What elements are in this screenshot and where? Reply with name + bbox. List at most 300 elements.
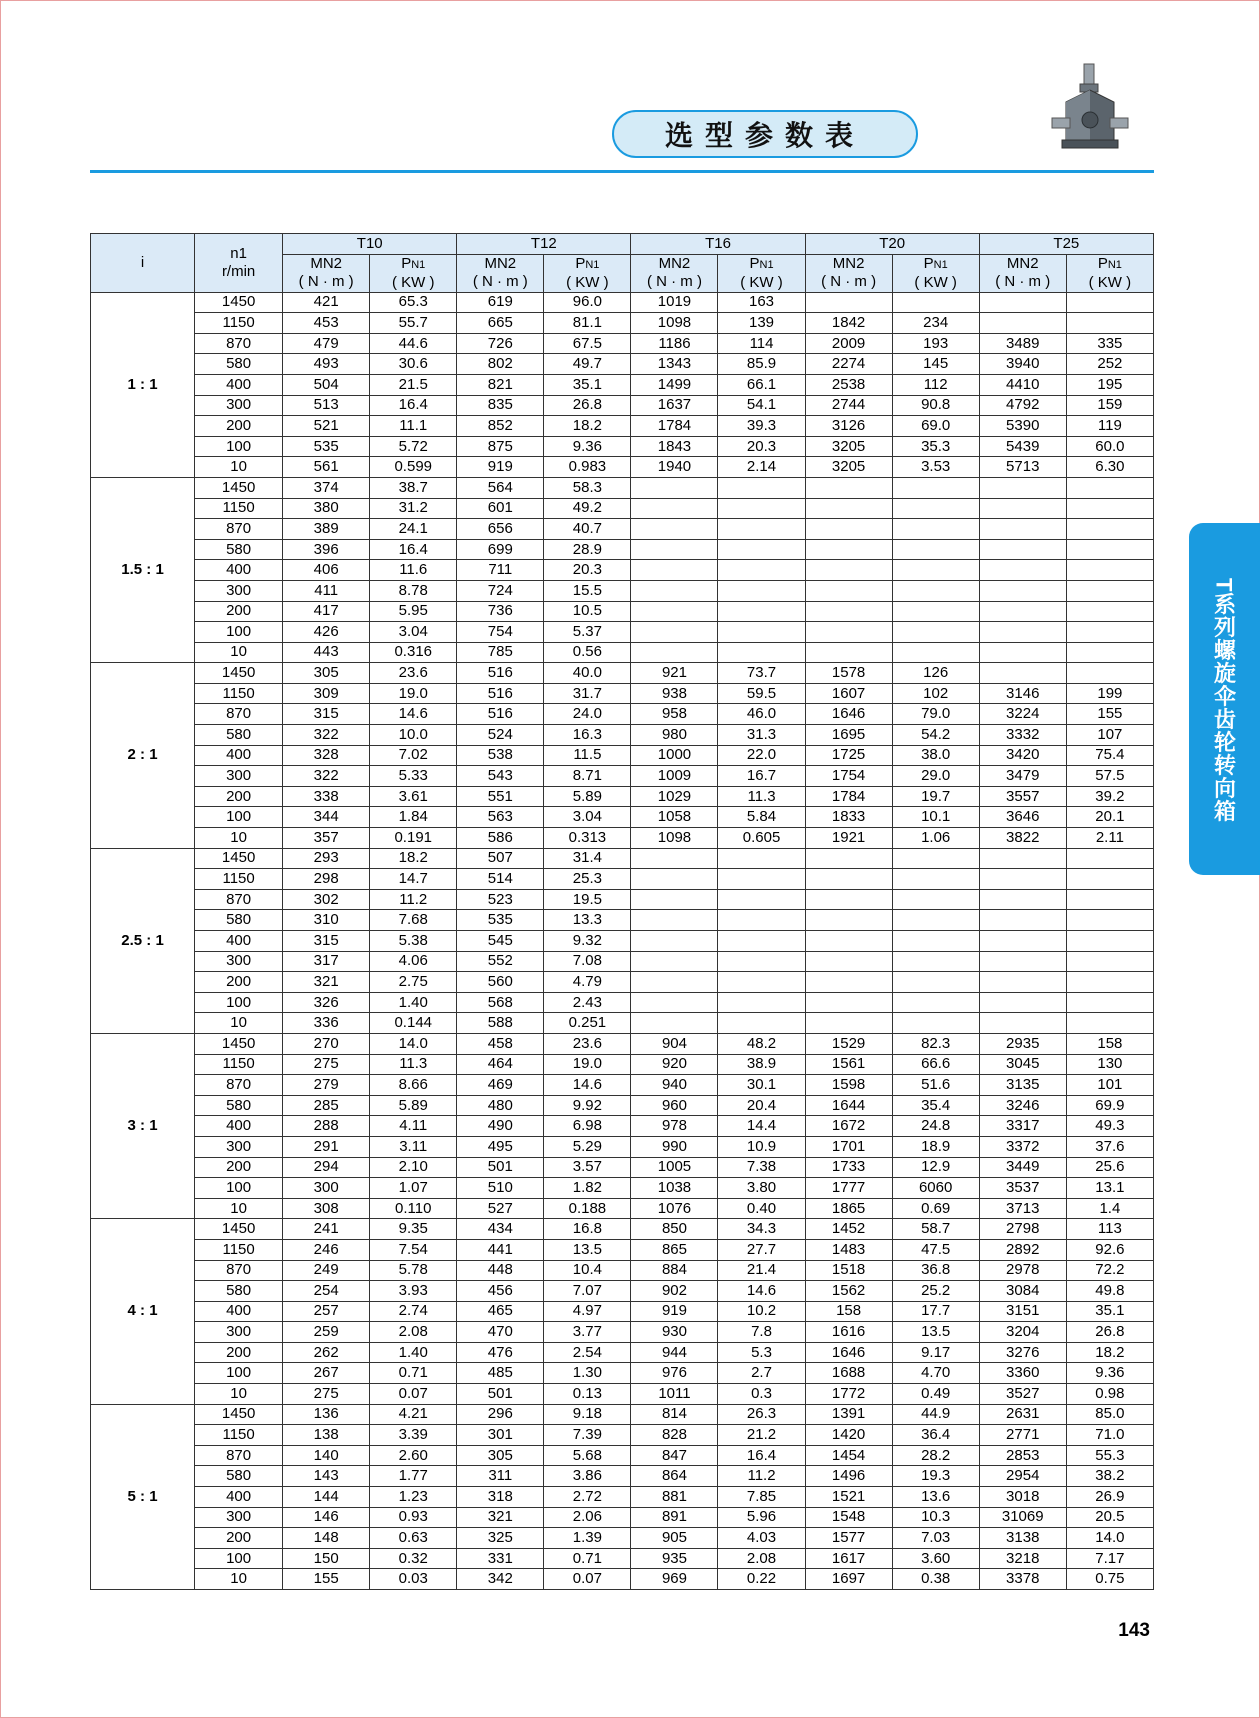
value-cell: 38.9	[718, 1054, 805, 1075]
value-cell: 3205	[805, 436, 892, 457]
table-row	[91, 1548, 1154, 1569]
value-cell: 7.07	[544, 1281, 631, 1302]
value-cell: 54.1	[718, 395, 805, 416]
value-cell: 441	[457, 1239, 544, 1260]
value-cell: 14.6	[718, 1281, 805, 1302]
speed-cell: 1150	[195, 1239, 283, 1260]
value-cell	[979, 642, 1066, 663]
value-cell: 919	[457, 457, 544, 478]
value-cell: 5.37	[544, 622, 631, 643]
value-cell: 0.316	[370, 642, 457, 663]
value-cell: 20.4	[718, 1095, 805, 1116]
value-cell: 1833	[805, 807, 892, 828]
value-cell: 0.38	[892, 1569, 979, 1590]
value-cell: 3045	[979, 1054, 1066, 1075]
value-cell: 1.30	[544, 1363, 631, 1384]
value-cell	[979, 498, 1066, 519]
value-cell: 308	[283, 1198, 370, 1219]
table-row	[91, 663, 1154, 684]
speed-cell: 400	[195, 374, 283, 395]
value-cell: 464	[457, 1054, 544, 1075]
speed-cell: 10	[195, 828, 283, 849]
value-cell	[631, 951, 718, 972]
value-cell: 3537	[979, 1178, 1066, 1199]
speed-cell: 10	[195, 1198, 283, 1219]
value-cell: 21.4	[718, 1260, 805, 1281]
value-cell: 527	[457, 1198, 544, 1219]
value-cell: 28.2	[892, 1445, 979, 1466]
value-cell	[718, 972, 805, 993]
value-cell: 114	[718, 333, 805, 354]
value-cell: 411	[283, 580, 370, 601]
value-cell: 28.9	[544, 539, 631, 560]
speed-cell: 870	[195, 1075, 283, 1096]
value-cell: 20.1	[1066, 807, 1153, 828]
table-row	[91, 1425, 1154, 1446]
value-cell: 67.5	[544, 333, 631, 354]
value-cell: 150	[283, 1548, 370, 1569]
value-cell: 1452	[805, 1219, 892, 1240]
value-cell	[718, 519, 805, 540]
value-cell: 193	[892, 333, 979, 354]
value-cell	[631, 931, 718, 952]
value-cell	[892, 580, 979, 601]
value-cell: 1.07	[370, 1178, 457, 1199]
value-cell: 1701	[805, 1136, 892, 1157]
value-cell: 315	[283, 931, 370, 952]
value-cell: 60.0	[1066, 436, 1153, 457]
value-cell	[1066, 313, 1153, 334]
value-cell: 374	[283, 477, 370, 498]
value-cell: 310	[283, 910, 370, 931]
value-cell: 1391	[805, 1404, 892, 1425]
value-cell: 919	[631, 1301, 718, 1322]
table-row	[91, 725, 1154, 746]
value-cell: 421	[283, 292, 370, 313]
value-cell	[805, 519, 892, 540]
value-cell: 90.8	[892, 395, 979, 416]
page-number: 143	[1118, 1620, 1150, 1641]
value-cell: 102	[892, 683, 979, 704]
value-cell	[805, 910, 892, 931]
value-cell: 31.7	[544, 683, 631, 704]
value-cell: 389	[283, 519, 370, 540]
value-cell: 35.4	[892, 1095, 979, 1116]
value-cell: 3135	[979, 1075, 1066, 1096]
value-cell: 443	[283, 642, 370, 663]
value-cell	[979, 477, 1066, 498]
value-cell: 5.84	[718, 807, 805, 828]
speed-cell: 10	[195, 457, 283, 478]
value-cell: 0.03	[370, 1569, 457, 1590]
value-cell: 3.39	[370, 1425, 457, 1446]
value-cell	[1066, 519, 1153, 540]
speed-cell: 200	[195, 1157, 283, 1178]
value-cell	[1066, 642, 1153, 663]
value-cell: 785	[457, 642, 544, 663]
speed-cell: 100	[195, 992, 283, 1013]
value-cell: 14.0	[1066, 1528, 1153, 1549]
speed-cell: 580	[195, 725, 283, 746]
value-cell: 199	[1066, 683, 1153, 704]
table-row	[91, 889, 1154, 910]
table-row	[91, 1178, 1154, 1199]
value-cell: 275	[283, 1054, 370, 1075]
value-cell: 288	[283, 1116, 370, 1137]
value-cell: 835	[457, 395, 544, 416]
value-cell: 1005	[631, 1157, 718, 1178]
value-cell: 44.9	[892, 1404, 979, 1425]
speed-cell: 100	[195, 807, 283, 828]
value-cell: 2.43	[544, 992, 631, 1013]
value-cell: 960	[631, 1095, 718, 1116]
value-cell: 2.54	[544, 1342, 631, 1363]
value-cell: 4.97	[544, 1301, 631, 1322]
value-cell	[805, 601, 892, 622]
value-cell: 21.2	[718, 1425, 805, 1446]
value-cell: 1646	[805, 1342, 892, 1363]
value-cell: 3372	[979, 1136, 1066, 1157]
value-cell: 321	[457, 1507, 544, 1528]
speed-cell: 10	[195, 642, 283, 663]
ratio-cell: 3 : 1	[91, 1033, 195, 1218]
value-cell: 2771	[979, 1425, 1066, 1446]
header-model: T10	[283, 234, 457, 255]
value-cell: 92.6	[1066, 1239, 1153, 1260]
value-cell: 588	[457, 1013, 544, 1034]
value-cell: 6060	[892, 1178, 979, 1199]
value-cell: 510	[457, 1178, 544, 1199]
value-cell: 1616	[805, 1322, 892, 1343]
value-cell: 507	[457, 848, 544, 869]
value-cell: 2.08	[718, 1548, 805, 1569]
value-cell	[718, 642, 805, 663]
speed-cell: 580	[195, 1281, 283, 1302]
value-cell: 1921	[805, 828, 892, 849]
speed-cell: 400	[195, 560, 283, 581]
value-cell: 453	[283, 313, 370, 334]
value-cell: 305	[283, 663, 370, 684]
value-cell: 3205	[805, 457, 892, 478]
value-cell: 344	[283, 807, 370, 828]
table-row	[91, 745, 1154, 766]
value-cell: 12.9	[892, 1157, 979, 1178]
value-cell: 0.32	[370, 1548, 457, 1569]
value-cell: 24.0	[544, 704, 631, 725]
value-cell: 1772	[805, 1384, 892, 1405]
value-cell	[805, 951, 892, 972]
header-n1	[195, 234, 283, 293]
table-row	[91, 1466, 1154, 1487]
value-cell: 1.4	[1066, 1198, 1153, 1219]
value-cell: 4.11	[370, 1116, 457, 1137]
value-cell: 1695	[805, 725, 892, 746]
value-cell: 4.21	[370, 1404, 457, 1425]
value-cell: 0.3	[718, 1384, 805, 1405]
value-cell: 619	[457, 292, 544, 313]
mn2-label: MN2	[310, 255, 342, 273]
value-cell: 2.10	[370, 1157, 457, 1178]
value-cell: 5.38	[370, 931, 457, 952]
value-cell: 322	[283, 766, 370, 787]
value-cell: 10.2	[718, 1301, 805, 1322]
value-cell: 476	[457, 1342, 544, 1363]
value-cell	[979, 580, 1066, 601]
mn2-unit: ( N · m )	[821, 273, 877, 291]
value-cell: 469	[457, 1075, 544, 1096]
value-cell: 48.2	[718, 1033, 805, 1054]
speed-cell: 1150	[195, 1425, 283, 1446]
value-cell	[805, 931, 892, 952]
value-cell	[718, 1013, 805, 1034]
value-cell: 1518	[805, 1260, 892, 1281]
value-cell: 3940	[979, 354, 1066, 375]
value-cell: 0.07	[370, 1384, 457, 1405]
speed-cell: 1450	[195, 292, 283, 313]
value-cell	[892, 292, 979, 313]
value-cell: 4792	[979, 395, 1066, 416]
value-cell: 34.3	[718, 1219, 805, 1240]
value-cell: 158	[805, 1301, 892, 1322]
value-cell: 2.06	[544, 1507, 631, 1528]
value-cell: 0.188	[544, 1198, 631, 1219]
value-cell: 14.6	[370, 704, 457, 725]
value-cell: 119	[1066, 416, 1153, 437]
value-cell: 294	[283, 1157, 370, 1178]
value-cell: 69.0	[892, 416, 979, 437]
value-cell: 930	[631, 1322, 718, 1343]
value-cell: 44.6	[370, 333, 457, 354]
mn2-unit: ( N · m )	[646, 273, 702, 291]
value-cell: 259	[283, 1322, 370, 1343]
value-cell: 26.8	[544, 395, 631, 416]
value-cell: 2.08	[370, 1322, 457, 1343]
value-cell: 155	[1066, 704, 1153, 725]
value-cell: 145	[892, 354, 979, 375]
value-cell: 1940	[631, 457, 718, 478]
speed-cell: 300	[195, 766, 283, 787]
value-cell: 35.1	[544, 374, 631, 395]
header-pn1	[718, 254, 805, 292]
value-cell: 296	[457, 1404, 544, 1425]
value-cell	[805, 580, 892, 601]
value-cell: 3018	[979, 1487, 1066, 1508]
speed-cell: 1450	[195, 663, 283, 684]
speed-cell: 1450	[195, 848, 283, 869]
value-cell: 58.3	[544, 477, 631, 498]
bevel-gearbox-image	[1050, 62, 1130, 154]
value-cell: 938	[631, 683, 718, 704]
value-cell: 5.89	[370, 1095, 457, 1116]
value-cell: 1.84	[370, 807, 457, 828]
value-cell: 3126	[805, 416, 892, 437]
value-cell: 426	[283, 622, 370, 643]
value-cell: 293	[283, 848, 370, 869]
value-cell	[979, 869, 1066, 890]
table-row	[91, 1384, 1154, 1405]
value-cell: 7.02	[370, 745, 457, 766]
value-cell: 3204	[979, 1322, 1066, 1343]
value-cell: 14.0	[370, 1033, 457, 1054]
value-cell: 3557	[979, 786, 1066, 807]
value-cell: 11.2	[718, 1466, 805, 1487]
value-cell	[805, 972, 892, 993]
value-cell: 802	[457, 354, 544, 375]
value-cell: 3.53	[892, 457, 979, 478]
value-cell	[892, 848, 979, 869]
value-cell: 148	[283, 1528, 370, 1549]
value-cell	[805, 622, 892, 643]
value-cell	[805, 539, 892, 560]
value-cell	[1066, 931, 1153, 952]
value-cell: 10.4	[544, 1260, 631, 1281]
mn2-label: MN2	[658, 255, 691, 273]
value-cell: 881	[631, 1487, 718, 1508]
value-cell: 2935	[979, 1033, 1066, 1054]
value-cell: 535	[457, 910, 544, 931]
value-cell	[1066, 1013, 1153, 1034]
value-cell: 79.0	[892, 704, 979, 725]
table-row	[91, 1507, 1154, 1528]
value-cell: 551	[457, 786, 544, 807]
value-cell: 5.33	[370, 766, 457, 787]
value-cell: 516	[457, 663, 544, 684]
value-cell: 1607	[805, 683, 892, 704]
value-cell: 1.40	[370, 992, 457, 1013]
speed-cell: 1150	[195, 1054, 283, 1075]
table-row	[91, 1136, 1154, 1157]
value-cell: 1561	[805, 1054, 892, 1075]
value-cell	[1066, 869, 1153, 890]
value-cell: 81.1	[544, 313, 631, 334]
value-cell: 2.14	[718, 457, 805, 478]
value-cell	[979, 601, 1066, 622]
value-cell: 279	[283, 1075, 370, 1096]
value-cell: 25.3	[544, 869, 631, 890]
value-cell: 456	[457, 1281, 544, 1302]
value-cell	[805, 992, 892, 1013]
value-cell: 57.5	[1066, 766, 1153, 787]
value-cell: 301	[457, 1425, 544, 1446]
value-cell	[1066, 951, 1153, 972]
value-cell: 0.63	[370, 1528, 457, 1549]
value-cell: 18.2	[544, 416, 631, 437]
value-cell	[979, 519, 1066, 540]
table-row	[91, 457, 1154, 478]
value-cell: 1617	[805, 1548, 892, 1569]
value-cell	[892, 498, 979, 519]
value-cell: 3218	[979, 1548, 1066, 1569]
table-row	[91, 622, 1154, 643]
value-cell	[718, 477, 805, 498]
value-cell: 523	[457, 889, 544, 910]
value-cell: 524	[457, 725, 544, 746]
value-cell	[1066, 539, 1153, 560]
value-cell	[979, 951, 1066, 972]
value-cell: 275	[283, 1384, 370, 1405]
value-cell: 0.313	[544, 828, 631, 849]
pn1-unit: ( KW )	[391, 273, 435, 291]
value-cell: 254	[283, 1281, 370, 1302]
value-cell	[979, 992, 1066, 1013]
value-cell: 66.6	[892, 1054, 979, 1075]
value-cell: 24.8	[892, 1116, 979, 1137]
value-cell: 15.5	[544, 580, 631, 601]
value-cell: 1754	[805, 766, 892, 787]
value-cell	[979, 663, 1066, 684]
value-cell	[1066, 560, 1153, 581]
value-cell: 39.2	[1066, 786, 1153, 807]
value-cell: 711	[457, 560, 544, 581]
value-cell: 1725	[805, 745, 892, 766]
ratio-cell: 1 : 1	[91, 292, 195, 477]
value-cell: 3449	[979, 1157, 1066, 1178]
value-cell	[892, 869, 979, 890]
value-cell: 0.191	[370, 828, 457, 849]
value-cell: 112	[892, 374, 979, 395]
speed-cell: 870	[195, 704, 283, 725]
value-cell	[892, 951, 979, 972]
table-row	[91, 910, 1154, 931]
value-cell: 1672	[805, 1116, 892, 1137]
value-cell	[892, 931, 979, 952]
value-cell: 1499	[631, 374, 718, 395]
value-cell: 10.1	[892, 807, 979, 828]
speed-cell: 1450	[195, 1404, 283, 1425]
table-row	[91, 951, 1154, 972]
speed-cell: 300	[195, 951, 283, 972]
value-cell: 2009	[805, 333, 892, 354]
value-cell: 3378	[979, 1569, 1066, 1590]
value-cell: 13.3	[544, 910, 631, 931]
ratio-cell: 5 : 1	[91, 1404, 195, 1589]
value-cell: 1076	[631, 1198, 718, 1219]
value-cell: 5.95	[370, 601, 457, 622]
value-cell: 336	[283, 1013, 370, 1034]
value-cell: 3276	[979, 1342, 1066, 1363]
table-row	[91, 1260, 1154, 1281]
value-cell: 10.5	[544, 601, 631, 622]
value-cell: 5.3	[718, 1342, 805, 1363]
value-cell: 35.1	[1066, 1301, 1153, 1322]
value-cell: 586	[457, 828, 544, 849]
value-cell: 1009	[631, 766, 718, 787]
value-cell: 113	[1066, 1219, 1153, 1240]
value-cell: 31069	[979, 1507, 1066, 1528]
value-cell: 10.9	[718, 1136, 805, 1157]
value-cell: 1011	[631, 1384, 718, 1405]
value-cell: 990	[631, 1136, 718, 1157]
value-cell: 902	[631, 1281, 718, 1302]
value-cell: 828	[631, 1425, 718, 1446]
value-cell	[805, 848, 892, 869]
value-cell: 7.17	[1066, 1548, 1153, 1569]
mn2-unit: ( N · m )	[995, 273, 1051, 291]
value-cell: 16.4	[370, 395, 457, 416]
value-cell: 9.17	[892, 1342, 979, 1363]
header-model: T12	[457, 234, 631, 255]
value-cell: 27.7	[718, 1239, 805, 1260]
value-cell: 20.3	[544, 560, 631, 581]
header-mn2	[631, 254, 718, 292]
value-cell: 18.2	[370, 848, 457, 869]
header-i: i	[91, 234, 195, 293]
value-cell	[718, 539, 805, 560]
table-row	[91, 1487, 1154, 1508]
value-cell	[631, 519, 718, 540]
value-cell: 3527	[979, 1384, 1066, 1405]
value-cell: 16.3	[544, 725, 631, 746]
